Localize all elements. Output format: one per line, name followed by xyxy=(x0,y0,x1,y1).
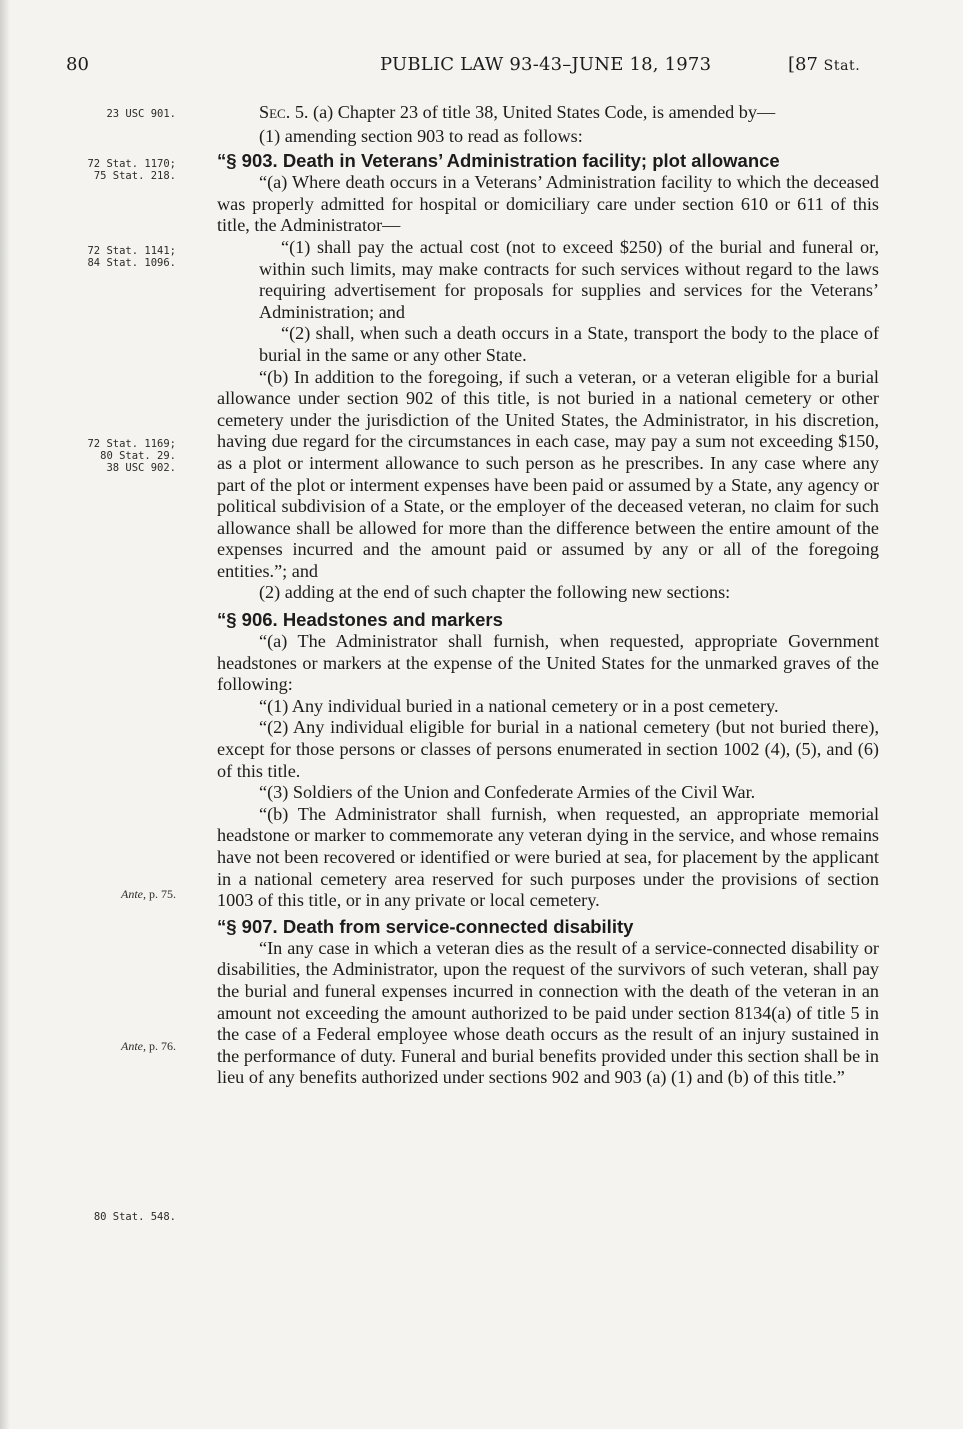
ante-label: Ante, xyxy=(121,1039,146,1053)
section-906-a-1: “(1) Any individual buried in a national cemetery or in a post cemetery. xyxy=(259,695,779,716)
statute-body xyxy=(217,102,879,1089)
ante-page: p. 76. xyxy=(149,1039,176,1053)
margin-note-line: 80 Stat. 548. xyxy=(93,1211,176,1223)
section-5-intro xyxy=(217,102,879,124)
margin-note-line: 84 Stat. 1096. xyxy=(87,257,176,269)
amendment-item-1: (1) amending section 903 to read as follows: xyxy=(259,125,583,146)
section-label: Sec. xyxy=(259,102,291,122)
margin-note-ante xyxy=(0,888,176,900)
margin-note-line: 72 Stat. 1169; xyxy=(87,438,176,450)
section-903-heading: “§ 903. Death in Veterans’ Administration facility; plot allowance xyxy=(217,150,780,172)
section-903-a-2: “(2) shall, when such a death occurs in a State, transport the body to the place of burial in the same or any other State. xyxy=(259,323,879,365)
section-906-a-3: “(3) Soldiers of the Union and Confederate Armies of the Civil War. xyxy=(259,782,756,803)
section-906-a: “(a) The Administrator shall furnish, when requested, appropriate Government headstones or markers at the expense of the United States for the unmarked graves of the following: xyxy=(217,631,879,695)
section-903-a-1: “(1) shall pay the actual cost (not to exceed $250) of the burial and funeral or, within such limits, may make contracts for such services without regard to the laws requiring advertisement for proposals for supplies and services for the Veterans’ Administration; and xyxy=(259,236,879,322)
stat-label: Stat. xyxy=(823,58,861,74)
margin-note-ante xyxy=(0,1040,176,1052)
margin-note xyxy=(0,158,176,182)
section-907-heading: “§ 907. Death from service-connected disability xyxy=(217,915,634,937)
margin-note xyxy=(0,1211,176,1223)
margin-note xyxy=(0,438,176,474)
ante-label: Ante, xyxy=(121,887,146,901)
stat-volume-bracket: [87 xyxy=(788,54,818,75)
running-title: PUBLIC LAW 93-43–JUNE 18, 1973 xyxy=(380,54,712,75)
margin-note-line: 38 USC 902. xyxy=(106,462,176,474)
section-906-b: “(b) The Administrator shall furnish, when requested, an appropriate memorial headstone or marker to commemorate any veteran dying in the service, and whose remains have not been recovered or identified or were buried at sea, for placement by the applicant in a national cemetery area reserved for such purposes under the provisions of section 1003 of this title, or in any private or local cemetery. xyxy=(217,803,879,911)
margin-note-line: 23 USC 901. xyxy=(106,108,176,120)
section-5-text: 5. (a) Chapter 23 of title 38, United States Code, is amended by— xyxy=(294,102,776,122)
section-907-text: “In any case in which a veteran dies as the result of a service-connected disability or disabilities, the Administrator, upon the request of the survivors of such veteran, shall pay the burial and funeral expenses incurred in connection with the death of the veteran in an amount not exceeding the amount authorized to be paid under section 8134(a) of title 5 in the case of a Federal employee whose death occurs as the result of an injury sustained in the performance of duty. Funeral and burial benefits provided under this section shall be in lieu of any benefits authorized under sections 902 and 903 (a) (1) and (b) of this title.” xyxy=(217,937,879,1088)
margin-note xyxy=(0,108,176,120)
margin-note-line: 72 Stat. 1170; xyxy=(87,158,176,170)
margin-note-line: 72 Stat. 1141; xyxy=(87,245,176,257)
section-903-b: “(b) In addition to the foregoing, if such a veteran, or a veteran eligible for a burial allowance under section 902 of this title, is not buried in a national cemetery or other cemetery under the jurisdiction of the United States, the Administrator, in his discretion, having due regard for the circumstances in each case, may pay a sum not exceeding $150, as a plot or interment allowance to such person as he prescribes. In any case where any part of the plot or interment expenses have been paid or assumed by a State, any agency or political subdivision of a State, or the employer of the deceased veteran, no claim for such allowance shall be allowed for more than the difference between the entire amount of the expenses incurred and the amount paid or assumed by any or all of the foregoing entities.”; and xyxy=(217,366,879,581)
section-906-heading: “§ 906. Headstones and markers xyxy=(217,609,503,631)
section-906-a-2: “(2) Any individual eligible for burial in a national cemetery (but not buried there), except for those persons or classes of persons enumerated in section 1002 (4), (5), and (6) of this title. xyxy=(217,717,879,781)
margin-note xyxy=(0,245,176,269)
margin-note-line: 80 Stat. 29. xyxy=(100,450,176,462)
statute-volume-ref xyxy=(788,54,860,75)
section-903-a: “(a) Where death occurs in a Veterans’ Administration facility to which the deceased was properly admitted for hospital or domiciliary care under section 610 or 611 of this title, the Administrator— xyxy=(217,172,879,236)
amendment-item-2: (2) adding at the end of such chapter the following new sections: xyxy=(259,582,731,603)
page-number: 80 xyxy=(66,54,89,75)
margin-notes xyxy=(0,0,200,1429)
ante-page: p. 75. xyxy=(149,887,176,901)
margin-note-line: 75 Stat. 218. xyxy=(93,170,176,182)
